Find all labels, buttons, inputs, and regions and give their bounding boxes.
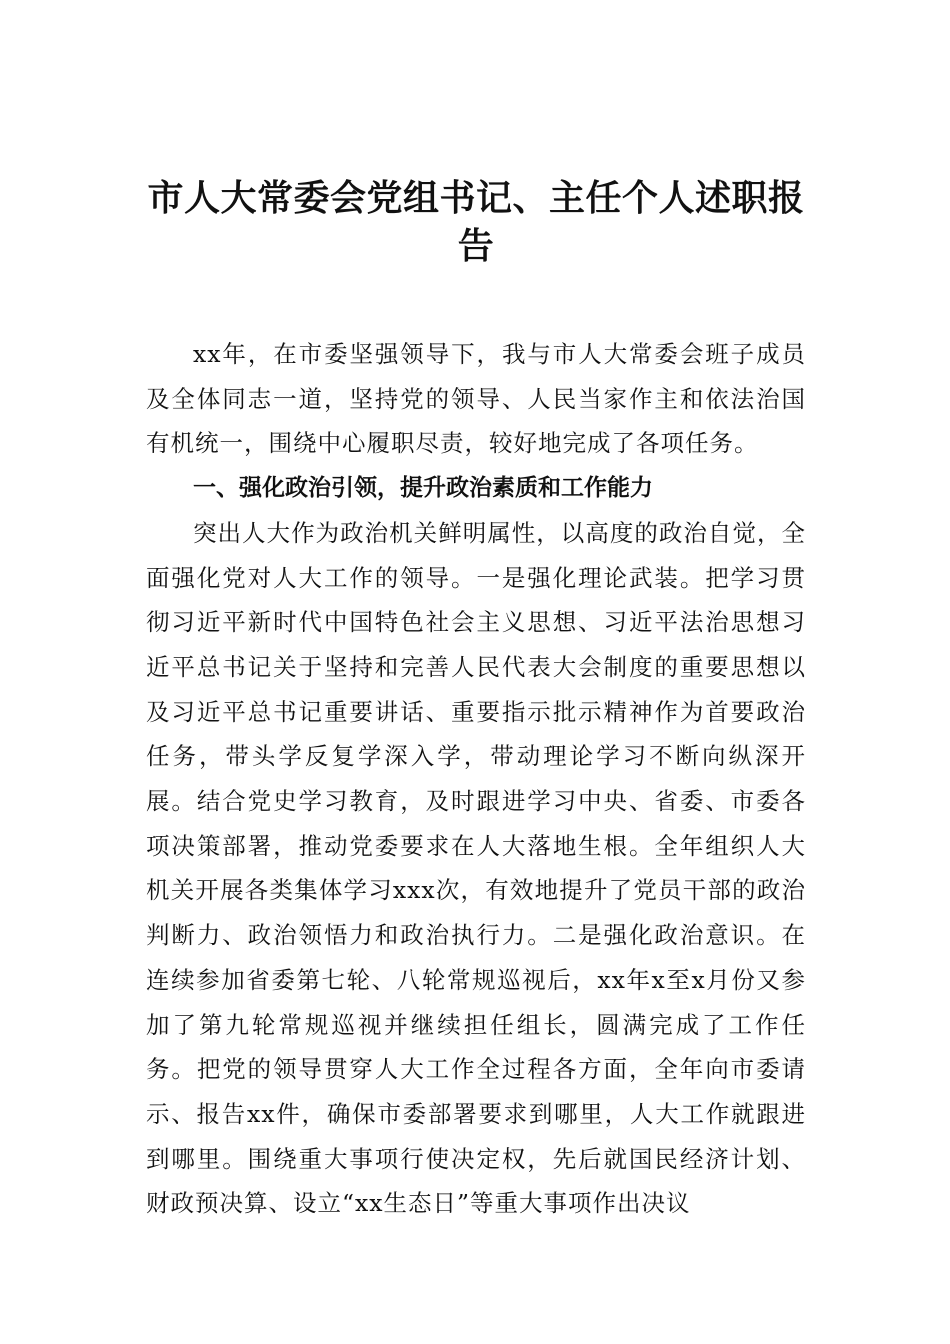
document-title	[146, 174, 806, 270]
section-1-paragraph: 突出人大作为政治机关鲜明属性，以高度的政治自觉，全面强化党对人大工作的领导。一是强化理论武装。把学习贯彻习近平新时代中国特色社会主义思想、习近平法治思想习近平总书记关于坚持和完善人民代表大会制度的重要思想以及习近平总书记重要讲话、重要指示批示精神作为首要政治任务，带头学反复学深入学，带动理论学习不断向纵深开展。结合党史学习教育，及时跟进学习中央、省委、市委各项决策部署，推动党委要求在人大落地生根。全年组织人大机关开展各类集体学习xxx次，有效地提升了党员干部的政治判断力、政治领悟力和政治执行力。二是强化政治意识。在连续参加省委第七轮、八轮常规巡视后，xx年x至x月份又参加了第九轮常规巡视并继续担任组长，圆满完成了工作任务。把党的领导贯穿人大工作全过程各方面，全年向市委请示、报告xx件，确保市委部署要求到哪里，人大工作就跟进到哪里。围绕重大事项行使决定权，先后就国民经济计划、财政预决算、设立“xx生态日”等重大事项作出决议	[146, 518, 806, 1218]
title-line-2: 告	[457, 225, 495, 267]
title-line-1: 市人大常委会党组书记、主任个人述职报	[147, 177, 805, 219]
intro-paragraph: xx年，在市委坚强领导下，我与市人大常委会班子成员及全体同志一道，坚持党的领导、人民当家作主和依法治国有机统一，围绕中心履职尽责，较好地完成了各项任务。	[146, 340, 806, 458]
section-1-heading: 一、强化政治引领，提升政治素质和工作能力	[193, 475, 653, 502]
document-body	[146, 332, 806, 1226]
